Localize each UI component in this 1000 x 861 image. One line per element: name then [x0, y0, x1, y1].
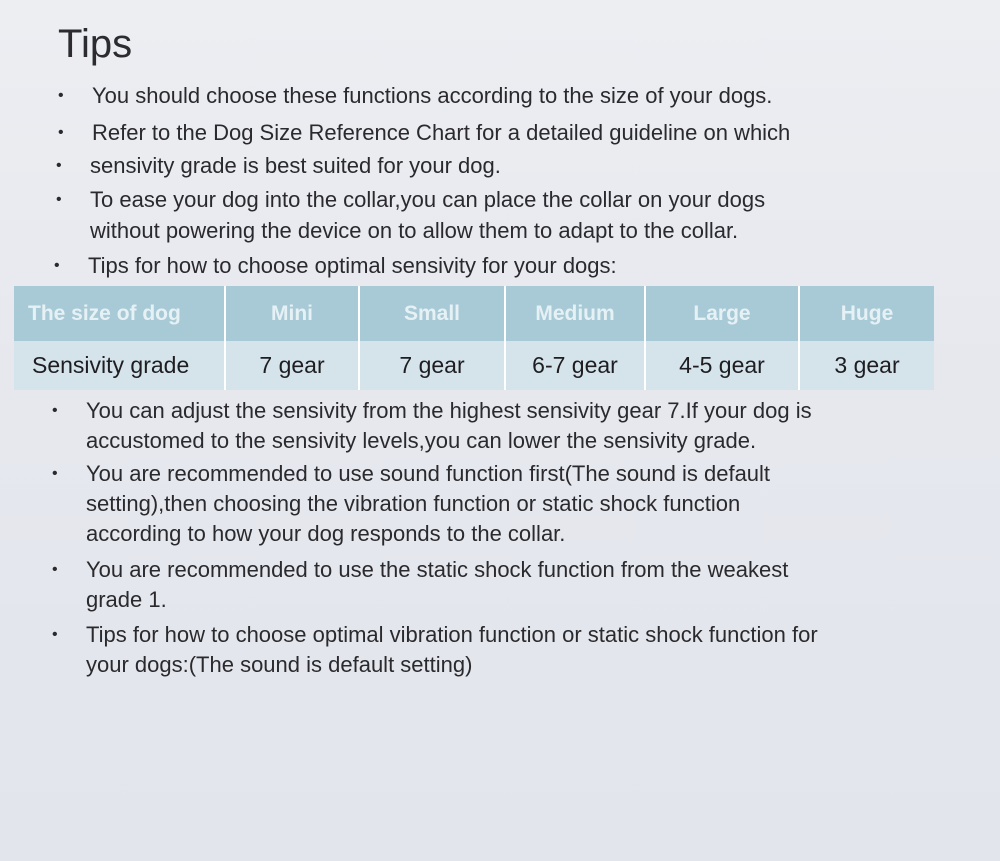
tip-text: You can adjust the sensivity from the highest sensivity gear 7.If your dog is — [86, 398, 812, 423]
bullet-dot: • — [58, 87, 64, 104]
table-cell: 6-7 gear — [505, 341, 645, 390]
table-cell: 3 gear — [799, 341, 934, 390]
dog-size-table — [14, 286, 934, 390]
table-header-cell: Small — [359, 286, 505, 341]
tip-text: To ease your dog into the collar,you can place the collar on your dogs — [90, 187, 766, 212]
tip-text: setting),then choosing the vibration function or static shock function — [86, 491, 741, 516]
bullet-dot: • — [54, 257, 60, 274]
tip-text: sensivity grade is best suited for your dog. — [90, 153, 501, 178]
table-header-cell: The size of dog — [14, 286, 225, 341]
tip-item — [54, 250, 617, 281]
tip-text: your dogs:(The sound is default setting) — [86, 652, 473, 677]
tip-item — [52, 555, 789, 615]
tip-item — [56, 150, 501, 181]
table-header-cell: Large — [645, 286, 799, 341]
table-header-row — [14, 286, 934, 341]
table-cell: 7 gear — [225, 341, 359, 390]
tip-item — [52, 396, 812, 456]
tip-text: Tips for how to choose optimal sensivity for your dogs: — [88, 253, 617, 278]
tip-item — [52, 620, 818, 680]
table-cell: 4-5 gear — [645, 341, 799, 390]
table-cell: Sensivity grade — [14, 341, 225, 390]
table-header-cell: Huge — [799, 286, 934, 341]
bullet-dot: • — [52, 626, 58, 643]
table-header-cell: Mini — [225, 286, 359, 341]
tip-text: without powering the device on to allow them to adapt to the collar. — [90, 218, 739, 243]
tip-text: You are recommended to use sound function first(The sound is default — [86, 461, 771, 486]
table-cell: 7 gear — [359, 341, 505, 390]
bullet-dot: • — [52, 402, 58, 419]
table-header-cell: Medium — [505, 286, 645, 341]
bullet-dot: • — [56, 157, 62, 174]
bullet-dot: • — [52, 561, 58, 578]
tip-item — [58, 80, 773, 111]
tip-text: Tips for how to choose optimal vibration function or static shock function for — [86, 622, 818, 647]
bullet-dot: • — [58, 124, 64, 141]
tip-text: according to how your dog responds to the collar. — [86, 521, 566, 546]
tip-text: You should choose these functions according to the size of your dogs. — [92, 83, 773, 108]
table-row — [14, 341, 934, 390]
tip-item — [58, 117, 791, 148]
page-title: Tips — [58, 22, 133, 66]
tip-item — [56, 184, 766, 246]
tip-text: grade 1. — [86, 587, 167, 612]
tip-text: Refer to the Dog Size Reference Chart for a detailed guideline on which — [92, 120, 791, 145]
bullet-dot: • — [56, 191, 62, 208]
bullet-dot: • — [52, 465, 58, 482]
tip-text: You are recommended to use the static shock function from the weakest — [86, 557, 789, 582]
tip-text: accustomed to the sensivity levels,you can lower the sensivity grade. — [86, 428, 757, 453]
tip-item — [52, 459, 771, 549]
